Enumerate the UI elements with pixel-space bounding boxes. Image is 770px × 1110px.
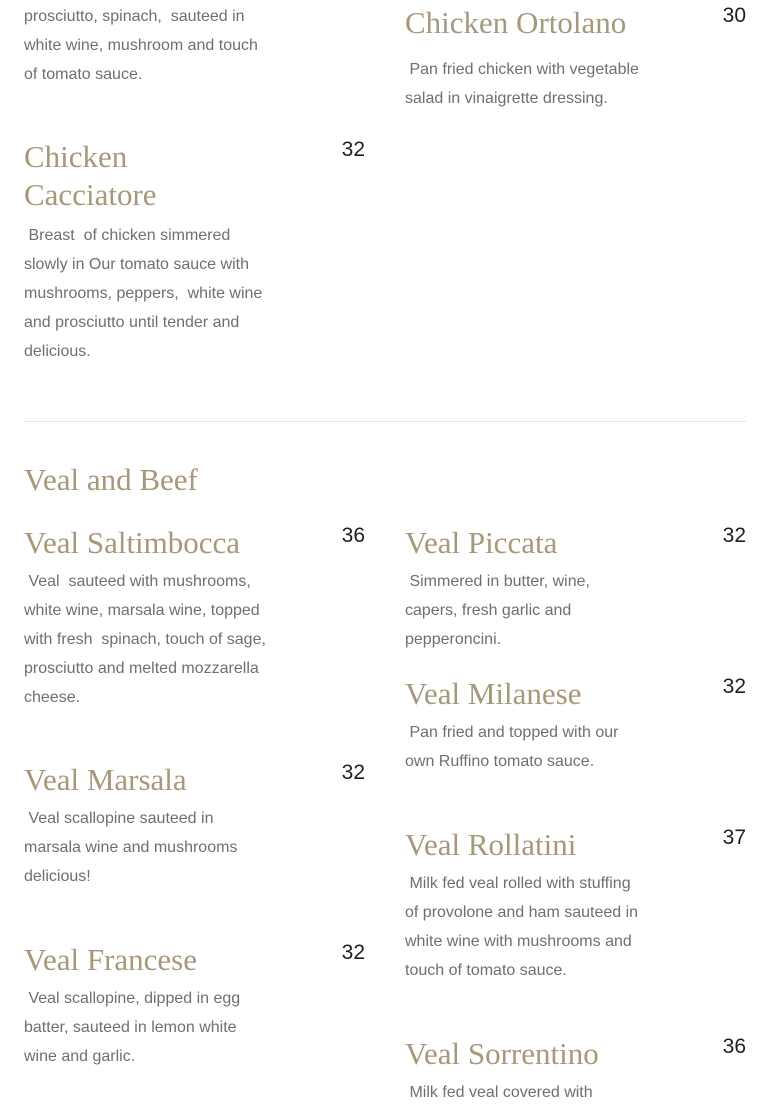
menu-item-veal-rollatini [405, 826, 746, 985]
item-name: Chicken Ortolano [405, 5, 627, 40]
item-price: 30 [722, 4, 746, 27]
menu-item-veal-milanese [405, 675, 746, 776]
item-description: Veal sauteed with mushrooms, white wine, marsala wine, topped with fresh spinach, touch of sage, prosciutto and melted mozzarella cheese. [24, 573, 271, 706]
item-name: Chicken Cacciatore [24, 139, 157, 212]
item-description: Veal scallopine, dipped in egg batter, sauteed in lemon white wine and garlic. [24, 990, 245, 1065]
item-description: Veal scallopine sauteed in marsala wine and mushrooms delicious! [24, 810, 242, 885]
item-price: 32 [722, 675, 746, 698]
section-title: Veal and Beef [24, 462, 198, 497]
menu-item-veal-piccata [405, 524, 746, 654]
menu-item-chicken-cacciatore [24, 138, 365, 366]
item-price: 32 [341, 138, 365, 161]
item-price: 37 [722, 826, 746, 849]
menu-item-veal-saltimbocca [24, 524, 365, 712]
item-name: Veal Francese [24, 942, 197, 977]
item-price: 36 [341, 524, 365, 547]
item-price: 36 [722, 1035, 746, 1058]
item-name: Veal Saltimbocca [24, 525, 241, 560]
item-name: Veal Sorrentino [405, 1036, 599, 1071]
item-name: Veal Piccata [405, 525, 558, 560]
menu-item-veal-francese [24, 941, 365, 1071]
item-description: Pan fried chicken with vegetable salad in vinaigrette dressing. [405, 61, 644, 107]
item-description: Milk fed veal rolled with stuffing of provolone and ham sauteed in white wine with mushrooms and touch of tomato sauce. [405, 875, 643, 979]
item-price: 32 [341, 941, 365, 964]
section-divider [24, 421, 746, 422]
menu-item-veal-marsala [24, 761, 365, 891]
item-name: Veal Milanese [405, 676, 582, 711]
item-description: Breast of chicken simmered slowly in Our tomato sauce with mushrooms, peppers, white wine and prosciutto until tender and delicious. [24, 227, 267, 360]
previous-item-description: prosciutto, spinach, sauteed in white wine, mushroom and touch of tomato sauce. [24, 8, 263, 83]
item-description: Milk fed veal covered with [405, 1084, 593, 1101]
item-price: 32 [722, 524, 746, 547]
menu-item-veal-sorrentino [405, 1035, 746, 1107]
item-description: Simmered in butter, wine, capers, fresh garlic and pepperoncini. [405, 573, 595, 648]
item-name: Veal Marsala [24, 762, 187, 797]
item-name: Veal Rollatini [405, 827, 577, 862]
item-description: Pan fried and topped with our own Ruffino tomato sauce. [405, 724, 623, 770]
item-price: 32 [341, 761, 365, 784]
menu-item-chicken-ortolano [405, 4, 746, 113]
